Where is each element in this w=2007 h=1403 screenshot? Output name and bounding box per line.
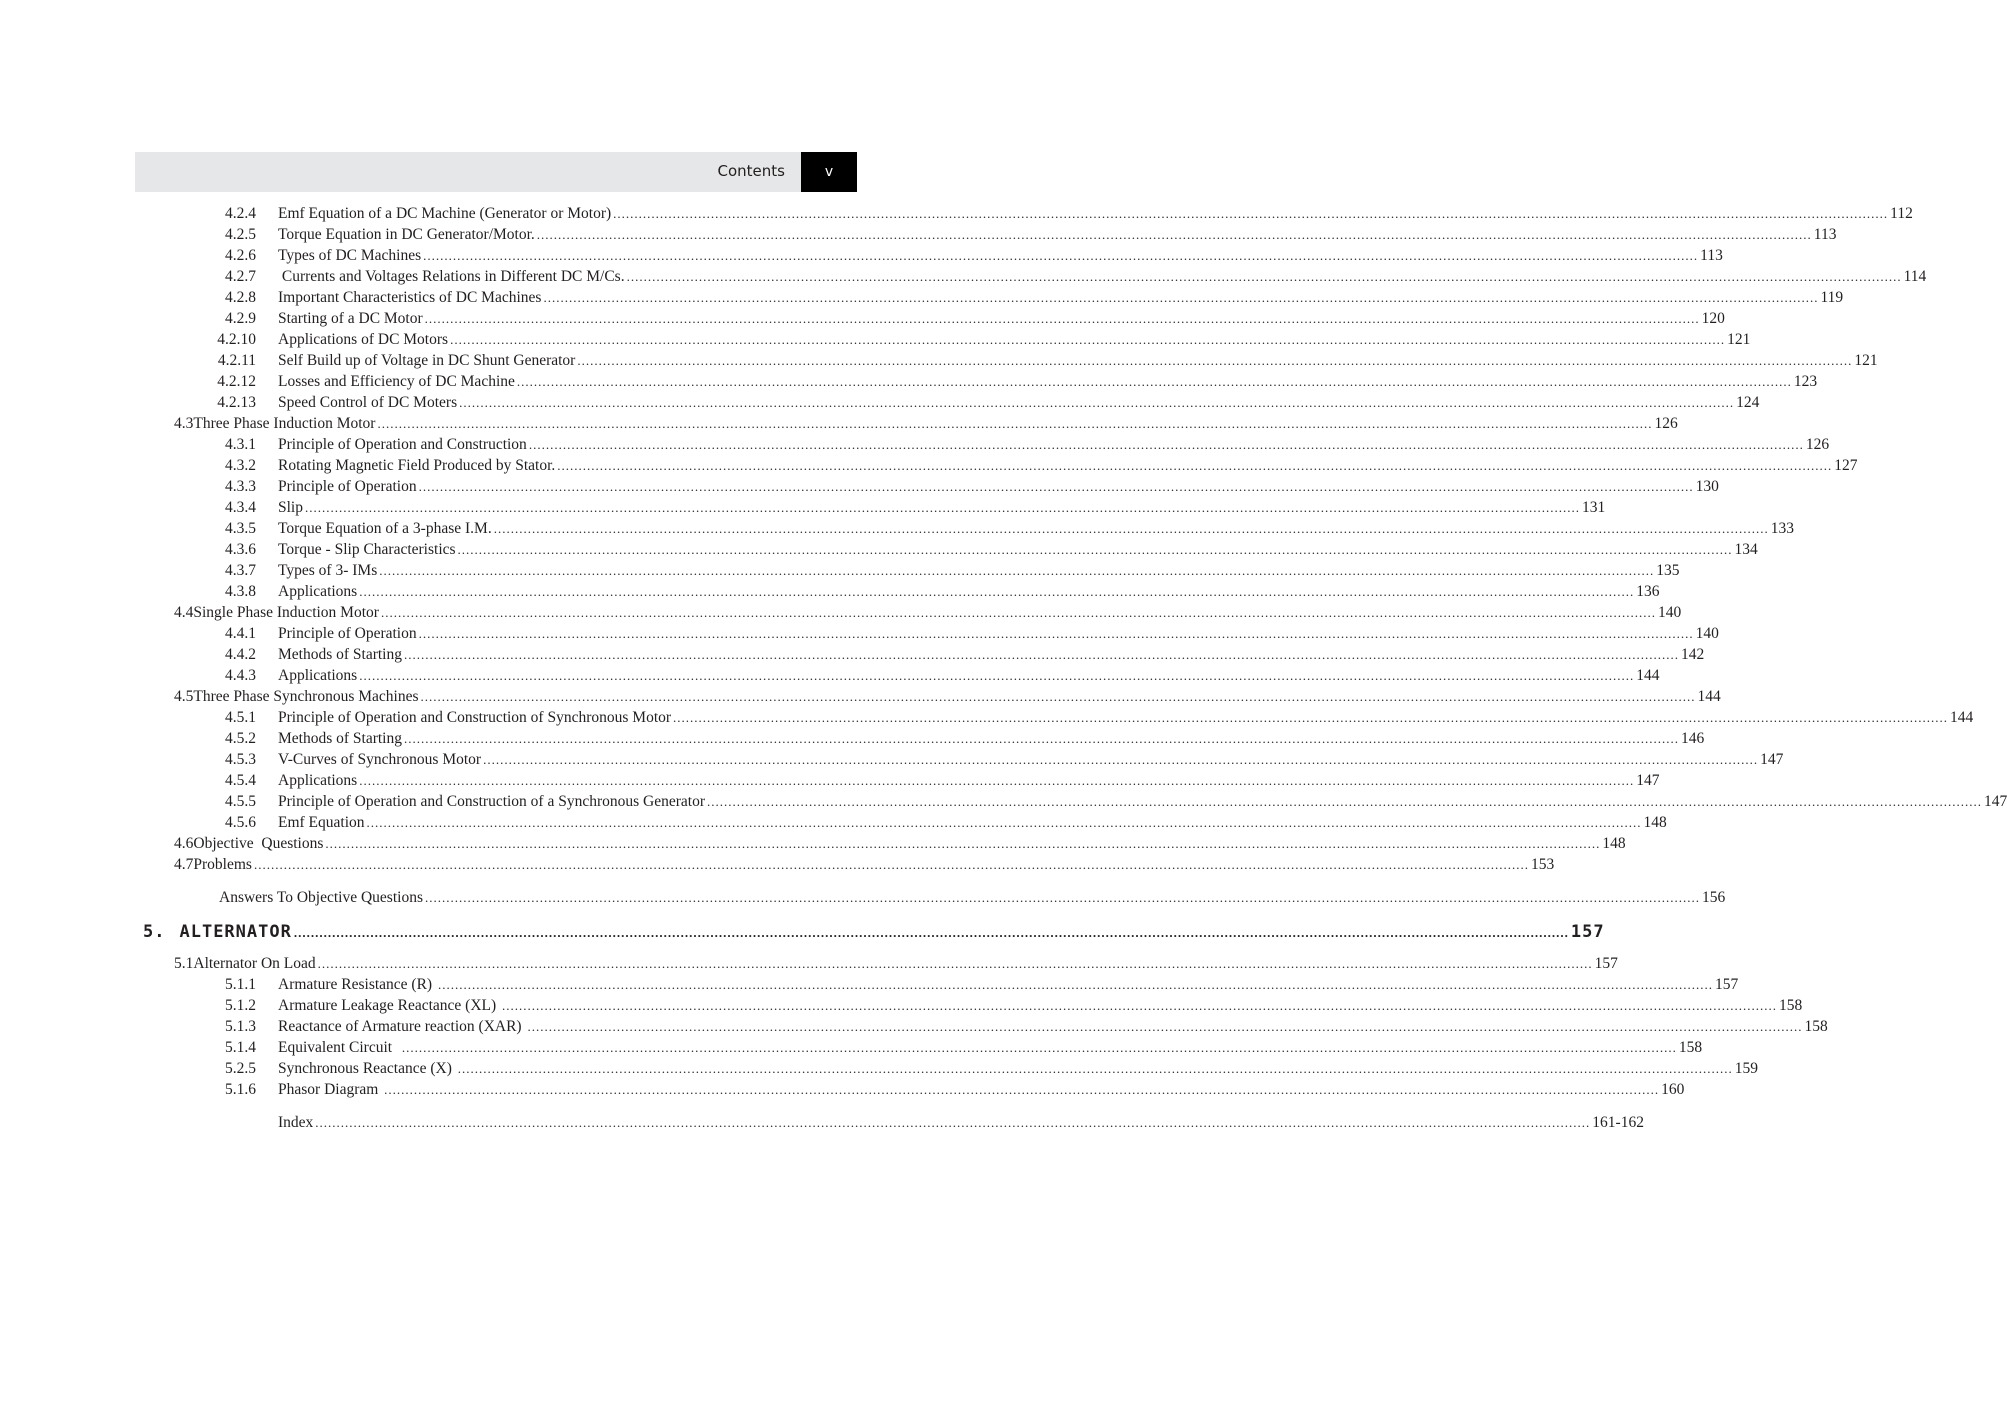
dot-leader: ............................................................................................................................................................................................................................................................................................................ bbox=[304, 500, 1580, 515]
entry-page: 124 bbox=[1736, 394, 1760, 411]
toc-entry[interactable] bbox=[174, 953, 1618, 974]
entry-number: 4.3.7 bbox=[225, 562, 256, 579]
entry-page: 114 bbox=[1903, 268, 1927, 285]
entry-title: Torque Equation of a 3-phase I.M. bbox=[278, 520, 492, 537]
entry-title: Currents and Voltages Relations in Different DC M/Cs. bbox=[278, 268, 625, 285]
dot-leader: ............................................................................................................................................................................................................................................................................................................ bbox=[707, 794, 1983, 809]
dot-leader: ............................................................................................................................................................................................................................................................................................................ bbox=[377, 416, 1653, 431]
running-header bbox=[135, 152, 857, 192]
entry-number: 4.3.1 bbox=[225, 436, 256, 453]
dot-leader: ............................................................................................................................................................................................................................................................................................................ bbox=[384, 1082, 1660, 1097]
entry-number: 4.2.4 bbox=[225, 205, 256, 222]
toc-entry[interactable] bbox=[212, 644, 1705, 665]
entry-page: 123 bbox=[1793, 373, 1818, 390]
dot-leader: ............................................................................................................................................................................................................................................................................................................ bbox=[483, 752, 1759, 767]
toc-entry[interactable] bbox=[212, 476, 1719, 497]
toc-entry[interactable] bbox=[212, 1037, 1703, 1058]
entry-page: 144 bbox=[1950, 709, 1974, 726]
entry-number: 4.3.4 bbox=[225, 499, 256, 516]
entry-title: Principle of Operation bbox=[278, 478, 417, 495]
entry-number: 4.5 bbox=[174, 688, 194, 705]
toc-entry[interactable] bbox=[212, 224, 1837, 245]
entry-page: 140 bbox=[1657, 604, 1682, 621]
dot-leader: ............................................................................................................................................................................................................................................................................................................ bbox=[401, 1040, 1677, 1055]
entry-page: 147 bbox=[1760, 751, 1784, 768]
toc-entry[interactable] bbox=[278, 1112, 1644, 1133]
entry-title: Single Phase Induction Motor bbox=[193, 604, 379, 621]
entry-page: 146 bbox=[1681, 730, 1705, 747]
dot-leader: ............................................................................................................................................................................................................................................................................................................ bbox=[379, 563, 1655, 578]
entry-title: Applications of DC Motors bbox=[278, 331, 449, 348]
toc-entry[interactable] bbox=[212, 749, 1784, 770]
entry-number: 4.5.4 bbox=[225, 772, 256, 789]
dot-leader: ............................................................................................................................................................................................................................................................................................................ bbox=[380, 605, 1656, 620]
entry-title: Equivalent Circuit bbox=[278, 1039, 400, 1056]
toc-entry[interactable] bbox=[174, 833, 1626, 854]
entry-page: 120 bbox=[1701, 310, 1725, 327]
toc-entry[interactable] bbox=[212, 1016, 1828, 1037]
toc-entry[interactable] bbox=[212, 623, 1719, 644]
entry-number: 4.3.6 bbox=[225, 541, 256, 558]
entry-page: 113 bbox=[1813, 226, 1837, 243]
toc-entry[interactable] bbox=[212, 518, 1794, 539]
entry-number: 5.1 bbox=[174, 955, 194, 972]
toc-entry[interactable] bbox=[212, 371, 1818, 392]
entry-page: 157 bbox=[1570, 922, 1605, 942]
toc-entry[interactable] bbox=[212, 1058, 1759, 1079]
toc-entry[interactable] bbox=[174, 686, 1721, 707]
entry-page: 126 bbox=[1805, 436, 1830, 453]
entry-page: 136 bbox=[1636, 583, 1660, 600]
entry-number: 4.2.12 bbox=[217, 373, 256, 390]
entry-title: Answers To Objective Questions bbox=[219, 889, 423, 906]
entry-page: 147 bbox=[1984, 793, 2007, 810]
entry-number: 4.4.3 bbox=[225, 667, 256, 684]
entry-title: Types of 3- IMs bbox=[278, 562, 378, 579]
chapter-entry[interactable] bbox=[143, 922, 1605, 946]
entry-number: 4.2.11 bbox=[217, 352, 256, 369]
entry-title: Types of DC Machines bbox=[278, 247, 422, 264]
entry-title: Three Phase Induction Motor bbox=[193, 415, 376, 432]
entry-title: Armature Leakage Reactance (XL) bbox=[278, 997, 501, 1014]
entry-number: 4.4.1 bbox=[225, 625, 256, 642]
dot-leader: ............................................................................................................................................................................................................................................................................................................ bbox=[325, 836, 1601, 851]
dot-leader: ............................................................................................................................................................................................................................................................................................................ bbox=[536, 227, 1812, 242]
entry-page: 157 bbox=[1594, 955, 1618, 972]
dot-leader: ............................................................................................................................................................................................................................................................................................................ bbox=[404, 731, 1679, 746]
page-number: v bbox=[801, 152, 857, 192]
dot-leader: ............................................................................................................................................................................................................................................................................................................ bbox=[493, 521, 1769, 536]
toc-entry[interactable] bbox=[212, 245, 1723, 266]
entry-page: 112 bbox=[1890, 205, 1913, 222]
entry-number: 5.2.5 bbox=[225, 1060, 256, 1077]
entry-title: Slip bbox=[278, 499, 303, 516]
entry-page: 144 bbox=[1697, 688, 1721, 705]
entry-number: 4.7 bbox=[174, 856, 194, 873]
toc-entry[interactable] bbox=[212, 665, 1660, 686]
dot-leader: ............................................................................................................................................................................................................................................................................................................ bbox=[613, 206, 1889, 221]
toc-entry[interactable] bbox=[212, 995, 1803, 1016]
entry-title: Methods of Starting bbox=[278, 646, 402, 663]
entry-number: 5.1.3 bbox=[225, 1018, 256, 1035]
dot-leader: ............................................................................................................................................................................................................................................................................................................ bbox=[543, 290, 1819, 305]
toc-entry[interactable] bbox=[212, 728, 1705, 749]
toc-entry[interactable] bbox=[212, 203, 1913, 224]
entry-number: 4.3.5 bbox=[225, 520, 256, 537]
entry-title: Emf Equation bbox=[278, 814, 365, 831]
toc-entry[interactable] bbox=[212, 1079, 1685, 1100]
toc-entry[interactable] bbox=[212, 455, 1858, 476]
dot-leader: ............................................................................................................................................................................................................................................................................................................ bbox=[359, 773, 1635, 788]
entry-title: Torque Equation in DC Generator/Motor. bbox=[278, 226, 535, 243]
dot-leader: ............................................................................................................................................................................................................................................................................................................ bbox=[557, 458, 1833, 473]
dot-leader: ............................................................................................................................................................................................................................................................................................................ bbox=[527, 1019, 1803, 1034]
toc-entry[interactable] bbox=[212, 497, 1606, 518]
dot-leader: ............................................................................................................................................................................................................................................................................................................ bbox=[423, 248, 1699, 263]
entry-title: Important Characteristics of DC Machines bbox=[278, 289, 542, 306]
entry-number: 5. bbox=[143, 922, 166, 942]
entry-title: Starting of a DC Motor bbox=[278, 310, 423, 327]
entry-page: 157 bbox=[1714, 976, 1739, 993]
entry-title: Applications bbox=[278, 667, 358, 684]
entry-page: 156 bbox=[1701, 889, 1726, 906]
entry-page: 140 bbox=[1695, 625, 1719, 642]
entry-title: Three Phase Synchronous Machines bbox=[193, 688, 419, 705]
toc-entry[interactable] bbox=[174, 854, 1555, 875]
entry-number: 4.5.2 bbox=[225, 730, 256, 747]
dot-leader: ............................................................................................................................................................................................................................................................................................................ bbox=[457, 542, 1733, 557]
entry-title: Methods of Starting bbox=[278, 730, 402, 747]
toc-entry[interactable] bbox=[212, 791, 2007, 812]
toc-entry[interactable] bbox=[219, 887, 1726, 908]
entry-page: 113 bbox=[1700, 247, 1723, 264]
entry-number: 5.1.4 bbox=[225, 1039, 256, 1056]
entry-title: ALTERNATOR bbox=[179, 922, 292, 942]
entry-title: Applications bbox=[278, 583, 358, 600]
entry-title: Armature Resistance (R) bbox=[278, 976, 436, 993]
entry-number: 4.6 bbox=[174, 835, 194, 852]
entry-number: 4.4 bbox=[174, 604, 194, 621]
toc-entry[interactable] bbox=[212, 287, 1844, 308]
entry-title: Problems bbox=[193, 856, 252, 873]
dot-leader: ............................................................................................................................................................................................................................................................................................................ bbox=[528, 437, 1804, 452]
dot-leader: ............................................................................................................................................................................................................................................................................................................ bbox=[424, 890, 1700, 905]
dot-leader: ............................................................................................................................................................................................................................................................................................................ bbox=[516, 374, 1792, 389]
dot-leader: ............................................................................................................................................................................................................................................................................................................ bbox=[359, 668, 1635, 683]
entry-title: Principle of Operation and Construction of a Synchronous Generator bbox=[278, 793, 706, 810]
dot-leader: ............................................................................................................................................................................................................................................................................................................ bbox=[293, 925, 1569, 940]
entry-page: 147 bbox=[1636, 772, 1660, 789]
entry-page: 158 bbox=[1678, 1039, 1703, 1056]
entry-page: 133 bbox=[1770, 520, 1794, 537]
entry-page: 144 bbox=[1636, 667, 1660, 684]
entry-title: V-Curves of Synchronous Motor bbox=[278, 751, 482, 768]
entry-number: 4.5.3 bbox=[225, 751, 256, 768]
entry-number: 4.2.8 bbox=[225, 289, 256, 306]
entry-number: 4.4.2 bbox=[225, 646, 256, 663]
dot-leader: ............................................................................................................................................................................................................................................................................................................ bbox=[459, 395, 1735, 410]
toc-entry[interactable] bbox=[212, 266, 1927, 287]
entry-number: 5.1.6 bbox=[225, 1081, 256, 1098]
dot-leader: ............................................................................................................................................................................................................................................................................................................ bbox=[502, 998, 1778, 1013]
toc-entry[interactable] bbox=[212, 308, 1725, 329]
entry-number: 4.2.10 bbox=[217, 331, 256, 348]
entry-page: 158 bbox=[1804, 1018, 1828, 1035]
entry-number: 4.3.2 bbox=[225, 457, 256, 474]
entry-page: 142 bbox=[1681, 646, 1705, 663]
entry-title: Principle of Operation and Construction of Synchronous Motor bbox=[278, 709, 672, 726]
entry-title: Losses and Efficiency of DC Machine bbox=[278, 373, 515, 390]
entry-title: Principle of Operation bbox=[278, 625, 417, 642]
dot-leader: ............................................................................................................................................................................................................................................................................................................ bbox=[359, 584, 1635, 599]
entry-page: 160 bbox=[1661, 1081, 1685, 1098]
entry-title: Speed Control of DC Moters bbox=[278, 394, 458, 411]
toc-entry[interactable] bbox=[212, 812, 1667, 833]
toc-entry[interactable] bbox=[174, 602, 1682, 623]
dot-leader: ............................................................................................................................................................................................................................................................................................................ bbox=[317, 956, 1593, 971]
entry-page: 153 bbox=[1530, 856, 1555, 873]
dot-leader: ............................................................................................................................................................................................................................................................................................................ bbox=[315, 1115, 1591, 1130]
entry-page: 119 bbox=[1820, 289, 1844, 306]
dot-leader: ............................................................................................................................................................................................................................................................................................................ bbox=[673, 710, 1949, 725]
entry-page: 121 bbox=[1854, 352, 1878, 369]
entry-page: 131 bbox=[1581, 499, 1606, 516]
entry-title: Emf Equation of a DC Machine (Generator or Motor) bbox=[278, 205, 612, 222]
dot-leader: ............................................................................................................................................................................................................................................................................................................ bbox=[424, 311, 1700, 326]
entry-page: 161-162 bbox=[1592, 1114, 1644, 1131]
entry-number: 4.5.6 bbox=[225, 814, 256, 831]
entry-number: 4.5.5 bbox=[225, 793, 256, 810]
entry-title: Principle of Operation and Construction bbox=[278, 436, 527, 453]
dot-leader: ............................................................................................................................................................................................................................................................................................................ bbox=[626, 269, 1902, 284]
toc-entry[interactable] bbox=[212, 350, 1878, 371]
entry-title: Rotating Magnetic Field Produced by Stator. bbox=[278, 457, 556, 474]
entry-number: 4.2.7 bbox=[225, 268, 256, 285]
dot-leader: ............................................................................................................................................................................................................................................................................................................ bbox=[437, 977, 1713, 992]
entry-page: 121 bbox=[1727, 331, 1751, 348]
entry-title: Objective Questions bbox=[193, 835, 324, 852]
entry-number: 4.2.9 bbox=[225, 310, 256, 327]
toc-entry[interactable] bbox=[212, 707, 1974, 728]
entry-number: 4.2.13 bbox=[217, 394, 256, 411]
entry-number: 4.2.6 bbox=[225, 247, 256, 264]
entry-page: 130 bbox=[1695, 478, 1719, 495]
entry-title: Alternator On Load bbox=[193, 955, 316, 972]
toc-entry[interactable] bbox=[212, 434, 1830, 455]
entry-page: 127 bbox=[1834, 457, 1858, 474]
entry-number: 4.2.5 bbox=[225, 226, 256, 243]
entry-page: 148 bbox=[1602, 835, 1626, 852]
dot-leader: ............................................................................................................................................................................................................................................................................................................ bbox=[457, 1061, 1733, 1076]
toc-entry[interactable] bbox=[212, 560, 1680, 581]
dot-leader: ............................................................................................................................................................................................................................................................................................................ bbox=[577, 353, 1853, 368]
toc-entry[interactable] bbox=[212, 770, 1660, 791]
dot-leader: ............................................................................................................................................................................................................................................................................................................ bbox=[253, 857, 1529, 872]
entry-title: Synchronous Reactance (X) bbox=[278, 1060, 456, 1077]
entry-page: 148 bbox=[1643, 814, 1667, 831]
toc-entry[interactable] bbox=[212, 539, 1758, 560]
entry-number: 4.3.8 bbox=[225, 583, 256, 600]
entry-number: 4.3 bbox=[174, 415, 194, 432]
toc-entry[interactable] bbox=[212, 392, 1760, 413]
dot-leader: ............................................................................................................................................................................................................................................................................................................ bbox=[420, 689, 1696, 704]
entry-title: Index bbox=[278, 1114, 314, 1131]
dot-leader: ............................................................................................................................................................................................................................................................................................................ bbox=[366, 815, 1642, 830]
toc-entry[interactable] bbox=[212, 581, 1660, 602]
dot-leader: ............................................................................................................................................................................................................................................................................................................ bbox=[450, 332, 1726, 347]
entry-title: Torque - Slip Characteristics bbox=[278, 541, 456, 558]
toc-entry[interactable] bbox=[174, 413, 1678, 434]
dot-leader: ............................................................................................................................................................................................................................................................................................................ bbox=[418, 479, 1694, 494]
entry-page: 134 bbox=[1734, 541, 1758, 558]
entry-page: 126 bbox=[1654, 415, 1678, 432]
entry-number: 4.3.3 bbox=[225, 478, 256, 495]
entry-number: 4.5.1 bbox=[225, 709, 256, 726]
entry-title: Phasor Diagram bbox=[278, 1081, 383, 1098]
dot-leader: ............................................................................................................................................................................................................................................................................................................ bbox=[404, 647, 1679, 662]
header-title: Contents bbox=[717, 162, 785, 180]
entry-number: 5.1.1 bbox=[225, 976, 256, 993]
dot-leader: ............................................................................................................................................................................................................................................................................................................ bbox=[418, 626, 1694, 641]
entry-page: 158 bbox=[1779, 997, 1803, 1014]
entry-title: Applications bbox=[278, 772, 358, 789]
entry-title: Self Build up of Voltage in DC Shunt Generator bbox=[278, 352, 576, 369]
entry-number: 5.1.2 bbox=[225, 997, 256, 1014]
toc-entry[interactable] bbox=[212, 329, 1751, 350]
entry-title: Reactance of Armature reaction (XAR) bbox=[278, 1018, 526, 1035]
entry-page: 135 bbox=[1656, 562, 1680, 579]
toc-entry[interactable] bbox=[212, 974, 1739, 995]
entry-page: 159 bbox=[1734, 1060, 1759, 1077]
